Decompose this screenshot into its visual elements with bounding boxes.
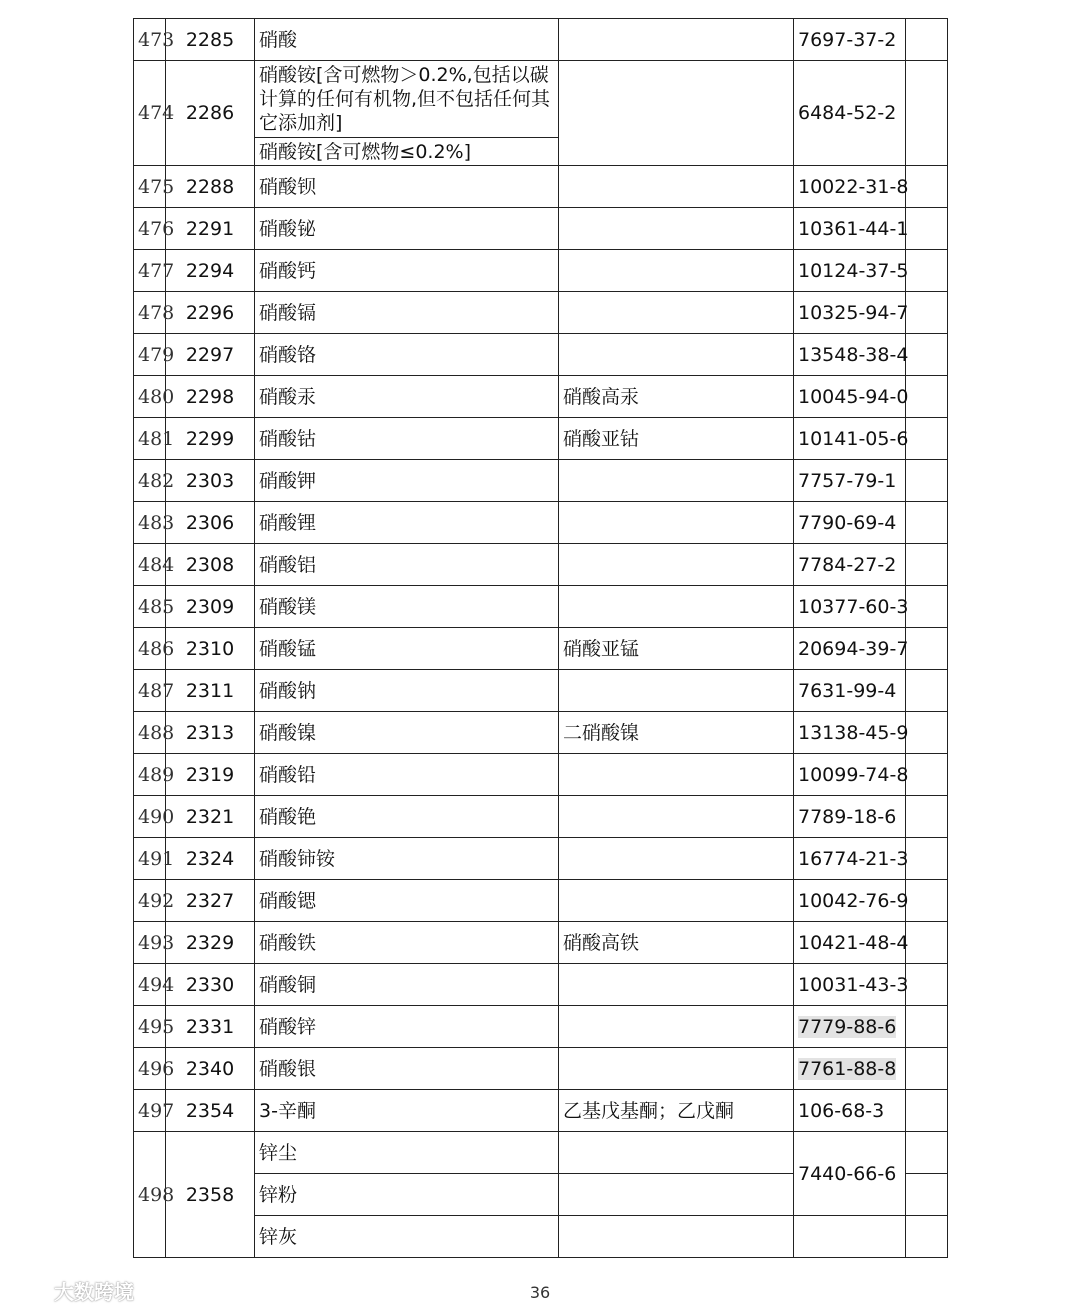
remarks-cell: [906, 1216, 948, 1258]
remarks-cell: [906, 1132, 948, 1174]
alias-cell: [559, 880, 794, 922]
seq-cell: 485: [134, 586, 166, 628]
cas-number-cell: 10031-43-3: [794, 964, 906, 1006]
table-row: [134, 838, 948, 880]
chemical-name-cell: 硝酸钾: [255, 460, 559, 502]
alias-cell: [559, 964, 794, 1006]
cas-number-cell: 10141-05-6: [794, 418, 906, 460]
remarks-cell: [906, 628, 948, 670]
seq-cell: 479: [134, 334, 166, 376]
chemical-name-cell: 硝酸钡: [255, 166, 559, 208]
chemical-name-cell: 硝酸钠: [255, 670, 559, 712]
seq-cell: 477: [134, 250, 166, 292]
remarks-cell: [906, 208, 948, 250]
table-row: [134, 628, 948, 670]
chemical-name-cell: 硝酸镉: [255, 292, 559, 334]
cas-number-cell: 10377-60-3: [794, 586, 906, 628]
highlighted-cas: 7761-88-8: [798, 1057, 897, 1080]
chemical-name-cell: 硝酸铯: [255, 796, 559, 838]
alias-cell: [559, 796, 794, 838]
remarks-cell: [906, 1090, 948, 1132]
cas-number-cell: 106-68-3: [794, 1090, 906, 1132]
alias-cell: [559, 1132, 794, 1174]
table-row: [134, 1048, 948, 1090]
un-number-cell: 2299: [166, 418, 255, 460]
alias-cell: [559, 334, 794, 376]
chemical-name-cell: 硝酸: [255, 19, 559, 61]
cas-number-cell: [794, 1006, 906, 1048]
cas-number-cell: [794, 1048, 906, 1090]
remarks-cell: [906, 418, 948, 460]
alias-cell: [559, 670, 794, 712]
remarks-cell: [906, 712, 948, 754]
un-number-cell: 2286: [166, 61, 255, 166]
alias-cell: 硝酸亚钴: [559, 418, 794, 460]
seq-cell: 482: [134, 460, 166, 502]
cas-number-cell: 7789-18-6: [794, 796, 906, 838]
remarks-cell: [906, 19, 948, 61]
un-number-cell: 2294: [166, 250, 255, 292]
un-number-cell: 2311: [166, 670, 255, 712]
chemical-name-cell: 锌灰: [255, 1216, 559, 1258]
cas-number-cell: 10421-48-4: [794, 922, 906, 964]
alias-cell: 硝酸高铁: [559, 922, 794, 964]
chemical-name-cell: 硝酸铈铵: [255, 838, 559, 880]
seq-cell: 497: [134, 1090, 166, 1132]
remarks-cell: [906, 502, 948, 544]
table-row: [134, 418, 948, 460]
alias-cell: [559, 502, 794, 544]
un-number-cell: 2306: [166, 502, 255, 544]
un-number-cell: 2331: [166, 1006, 255, 1048]
chemical-name-cell: 硝酸汞: [255, 376, 559, 418]
alias-cell: [559, 166, 794, 208]
chemical-name-cell: 硝酸钙: [255, 250, 559, 292]
remarks-cell: [906, 1174, 948, 1216]
chemical-name-cell: 硝酸铝: [255, 544, 559, 586]
un-number-cell: 2313: [166, 712, 255, 754]
remarks-cell: [906, 1006, 948, 1048]
alias-cell: 硝酸亚锰: [559, 628, 794, 670]
cas-number-cell: 7784-27-2: [794, 544, 906, 586]
seq-cell: 480: [134, 376, 166, 418]
table-row: [134, 1006, 948, 1048]
seq-cell: 483: [134, 502, 166, 544]
remarks-cell: [906, 166, 948, 208]
table-row: [134, 376, 948, 418]
un-number-cell: 2330: [166, 964, 255, 1006]
alias-cell: [559, 754, 794, 796]
chemical-name-cell: 3-辛酮: [255, 1090, 559, 1132]
remarks-cell: [906, 460, 948, 502]
un-number-cell: 2298: [166, 376, 255, 418]
table-row: [134, 1216, 948, 1258]
seq-cell: 494: [134, 964, 166, 1006]
cas-number-cell: [794, 1216, 906, 1258]
alias-cell: [559, 292, 794, 334]
remarks-cell: [906, 964, 948, 1006]
seq-cell: 491: [134, 838, 166, 880]
remarks-cell: [906, 376, 948, 418]
cas-number-cell: 10045-94-0: [794, 376, 906, 418]
un-number-cell: 2288: [166, 166, 255, 208]
alias-cell: [559, 19, 794, 61]
un-number-cell: 2296: [166, 292, 255, 334]
alias-cell: [559, 838, 794, 880]
un-number-cell: 2285: [166, 19, 255, 61]
table-row: [134, 19, 948, 61]
chemical-name-cell: 硝酸锂: [255, 502, 559, 544]
alias-cell: [559, 61, 794, 166]
cas-number-cell: 7757-79-1: [794, 460, 906, 502]
alias-cell: [559, 208, 794, 250]
un-number-cell: 2329: [166, 922, 255, 964]
alias-cell: [559, 544, 794, 586]
chemical-name-cell: 硝酸银: [255, 1048, 559, 1090]
seq-cell: 476: [134, 208, 166, 250]
cas-number-cell: 10325-94-7: [794, 292, 906, 334]
table-row: [134, 1132, 948, 1174]
un-number-cell: 2324: [166, 838, 255, 880]
cas-number-cell: 10361-44-1: [794, 208, 906, 250]
table-row: [134, 880, 948, 922]
chemical-name-cell: 硝酸铅: [255, 754, 559, 796]
alias-cell: [559, 1174, 794, 1216]
alias-cell: 二硝酸镍: [559, 712, 794, 754]
remarks-cell: [906, 292, 948, 334]
remarks-cell: [906, 754, 948, 796]
remarks-cell: [906, 670, 948, 712]
seq-cell: 488: [134, 712, 166, 754]
alias-cell: 硝酸高汞: [559, 376, 794, 418]
cas-number-cell: 7631-99-4: [794, 670, 906, 712]
un-number-cell: 2297: [166, 334, 255, 376]
remarks-cell: [906, 880, 948, 922]
chemical-name-cell: 硝酸锶: [255, 880, 559, 922]
alias-cell: [559, 1006, 794, 1048]
seq-cell: 496: [134, 1048, 166, 1090]
seq-cell: 478: [134, 292, 166, 334]
seq-cell: 486: [134, 628, 166, 670]
un-number-cell: 2358: [166, 1132, 255, 1258]
table-row: [134, 670, 948, 712]
cas-number-cell: 7790-69-4: [794, 502, 906, 544]
chemical-name-cell: 锌粉: [255, 1174, 559, 1216]
remarks-cell: [906, 922, 948, 964]
chemical-name-cell: 硝酸镍: [255, 712, 559, 754]
seq-cell: 489: [134, 754, 166, 796]
cas-number-cell: 7440-66-6: [794, 1132, 906, 1216]
un-number-cell: 2321: [166, 796, 255, 838]
alias-cell: [559, 1048, 794, 1090]
seq-cell: 498: [134, 1132, 166, 1258]
table-row: [134, 250, 948, 292]
table-row: [134, 208, 948, 250]
un-number-cell: 2291: [166, 208, 255, 250]
table-row: [134, 586, 948, 628]
un-number-cell: 2310: [166, 628, 255, 670]
seq-cell: 474: [134, 61, 166, 166]
remarks-cell: [906, 250, 948, 292]
remarks-cell: [906, 586, 948, 628]
remarks-cell: [906, 796, 948, 838]
table-row: [134, 754, 948, 796]
seq-cell: 473: [134, 19, 166, 61]
cas-number-cell: 13138-45-9: [794, 712, 906, 754]
watermark-text: 大数跨境: [54, 1280, 134, 1304]
seq-cell: 481: [134, 418, 166, 460]
un-number-cell: 2319: [166, 754, 255, 796]
chemical-name-cell: 硝酸锰: [255, 628, 559, 670]
un-number-cell: 2354: [166, 1090, 255, 1132]
cas-number-cell: 10022-31-8: [794, 166, 906, 208]
un-number-cell: 2303: [166, 460, 255, 502]
cas-number-cell: 7697-37-2: [794, 19, 906, 61]
page-number: 36: [529, 1283, 551, 1302]
un-number-cell: 2340: [166, 1048, 255, 1090]
chemical-name-cell: 硝酸钴: [255, 418, 559, 460]
table-row: [134, 712, 948, 754]
seq-cell: 490: [134, 796, 166, 838]
table-row: [134, 502, 948, 544]
chemical-table: [133, 18, 948, 1258]
table-row: [134, 460, 948, 502]
cas-number-cell: 10124-37-5: [794, 250, 906, 292]
alias-cell: [559, 1216, 794, 1258]
chemical-name-cell: 硝酸铵[含可燃物≤0.2%]: [255, 138, 559, 166]
highlighted-cas: 7779-88-6: [798, 1015, 897, 1038]
chemical-name-cell: 锌尘: [255, 1132, 559, 1174]
chemical-name-cell: 硝酸镁: [255, 586, 559, 628]
cas-number-cell: 16774-21-3: [794, 838, 906, 880]
alias-cell: [559, 250, 794, 292]
chemical-name-cell: 硝酸锌: [255, 1006, 559, 1048]
cas-number-cell: 20694-39-7: [794, 628, 906, 670]
un-number-cell: 2309: [166, 586, 255, 628]
seq-cell: 493: [134, 922, 166, 964]
table-row: [134, 922, 948, 964]
un-number-cell: 2327: [166, 880, 255, 922]
alias-cell: 乙基戊基酮；乙戊酮: [559, 1090, 794, 1132]
seq-cell: 492: [134, 880, 166, 922]
chemical-name-cell: 硝酸铜: [255, 964, 559, 1006]
remarks-cell: [906, 544, 948, 586]
cas-number-cell: 10042-76-9: [794, 880, 906, 922]
table-row: [134, 334, 948, 376]
remarks-cell: [906, 838, 948, 880]
seq-cell: 475: [134, 166, 166, 208]
cas-number-cell: 13548-38-4: [794, 334, 906, 376]
cas-number-cell: 10099-74-8: [794, 754, 906, 796]
seq-cell: 487: [134, 670, 166, 712]
remarks-cell: [906, 334, 948, 376]
table-row: [134, 292, 948, 334]
chemical-name-cell: 硝酸铬: [255, 334, 559, 376]
chemical-name-cell: 硝酸铵[含可燃物＞0.2%,包括以碳计算的任何有机物,但不包括任何其它添加剂]: [255, 61, 559, 138]
table-row: [134, 61, 948, 138]
cas-number-cell: 6484-52-2: [794, 61, 906, 166]
alias-cell: [559, 586, 794, 628]
table-row: [134, 544, 948, 586]
chemical-name-cell: 硝酸铁: [255, 922, 559, 964]
alias-cell: [559, 460, 794, 502]
table-row: [134, 166, 948, 208]
un-number-cell: 2308: [166, 544, 255, 586]
seq-cell: 495: [134, 1006, 166, 1048]
remarks-cell: [906, 61, 948, 166]
remarks-cell: [906, 1048, 948, 1090]
table-row: [134, 796, 948, 838]
seq-cell: 484: [134, 544, 166, 586]
table-row: [134, 1090, 948, 1132]
chemical-name-cell: 硝酸铋: [255, 208, 559, 250]
table-row: [134, 964, 948, 1006]
